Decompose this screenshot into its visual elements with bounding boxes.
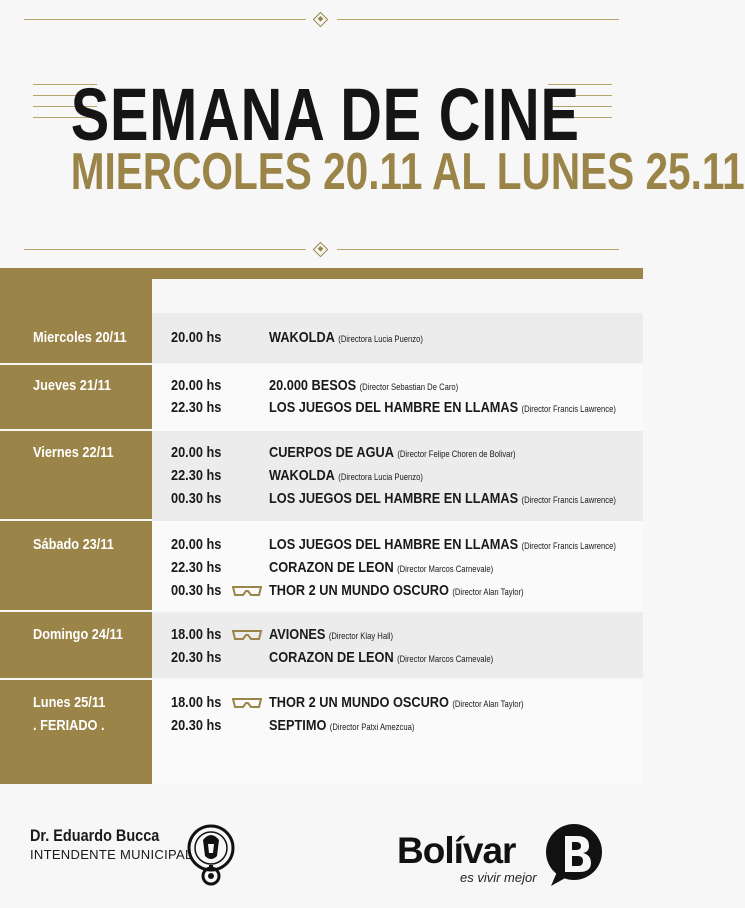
film-title: 20.000 BESOS — [269, 377, 357, 394]
film-title: CORAZON DE LEON — [269, 649, 394, 666]
day-label: Viernes 22/11 — [33, 444, 114, 461]
bottom-divider-right — [337, 249, 619, 250]
film-title: LOS JUEGOS DEL HAMBRE EN LLAMAS — [269, 490, 519, 507]
film-director: (Director Sebastian De Caro) — [359, 382, 459, 392]
day-cell — [0, 365, 152, 431]
film-title: WAKOLDA — [269, 329, 335, 346]
film-title: CORAZON DE LEON — [269, 559, 394, 576]
showing — [152, 399, 643, 421]
page-title: SEMANA DE CINE — [70, 73, 580, 156]
film-title: LOS JUEGOS DEL HAMBRE EN LLAMAS — [269, 399, 519, 416]
showing-film — [269, 626, 393, 643]
showing — [152, 467, 643, 489]
film-director: (Directora Lucia Puenzo) — [338, 472, 423, 482]
mayor-signature — [30, 826, 193, 862]
showing — [152, 444, 643, 466]
showing-time: 18.00 hs — [171, 694, 222, 711]
film-director: (Director Felipe Choren de Bolivar) — [397, 449, 516, 459]
schedule-row — [33, 365, 643, 431]
3d-glasses-icon — [232, 697, 262, 709]
bottom-diamond-ornament — [313, 242, 329, 258]
film-title: AVIONES — [269, 626, 326, 643]
showing-time: 22.30 hs — [171, 399, 222, 416]
page-subtitle: MIERCOLES 20.11 AL LUNES 25.11 — [70, 143, 745, 201]
showing-film — [269, 649, 493, 666]
day-cell — [0, 521, 152, 611]
bottom-divider-left — [24, 249, 306, 250]
showing-time: 20.00 hs — [171, 329, 222, 346]
showing-film — [269, 536, 616, 553]
film-director: (Director Marcos Carnevale) — [397, 654, 494, 664]
film-director: (Director Marcos Carnevale) — [397, 564, 494, 574]
day-cell — [0, 612, 152, 678]
schedule-row — [33, 521, 643, 611]
brand-logo-text: Bolívar — [397, 830, 516, 871]
holiday-label: . FERIADO . — [33, 717, 105, 734]
film-director: (Director Francis Lawrence) — [521, 541, 616, 551]
day-label: Miercoles 20/11 — [33, 329, 127, 346]
top-divider-right — [337, 19, 619, 20]
film-director: (Director Francis Lawrence) — [521, 495, 616, 505]
film-director: (Director Alan Taylor) — [452, 587, 524, 597]
film-title: SEPTIMO — [269, 717, 327, 734]
mayor-role: INTENDENTE MUNICIPAL — [30, 847, 193, 862]
day-cell — [0, 313, 152, 363]
showing — [152, 582, 643, 604]
film-director: (Directora Lucia Puenzo) — [338, 334, 423, 344]
day-label: Domingo 24/11 — [33, 626, 123, 643]
film-director: (Director Patxi Amezcua) — [329, 722, 415, 732]
top-divider-left — [24, 19, 306, 20]
schedule-row — [33, 680, 643, 784]
schedule-row — [33, 431, 643, 521]
film-title: LOS JUEGOS DEL HAMBRE EN LLAMAS — [269, 536, 519, 553]
showing-film — [269, 467, 423, 484]
showing-time: 00.30 hs — [171, 490, 222, 507]
showing — [152, 559, 643, 581]
3d-glasses-icon — [232, 585, 262, 597]
schedule-top-band — [0, 268, 643, 279]
day-label: Lunes 25/11 — [33, 694, 106, 711]
day-cell — [0, 431, 152, 521]
film-title: THOR 2 UN MUNDO OSCURO — [269, 694, 449, 711]
film-title: CUERPOS DE AGUA — [269, 444, 394, 461]
showing — [152, 717, 643, 739]
schedule-row — [33, 313, 643, 363]
showing-film — [269, 329, 423, 346]
film-title: WAKOLDA — [269, 467, 335, 484]
showing-time: 22.30 hs — [171, 559, 222, 576]
day-cell — [0, 680, 152, 784]
showing-film — [269, 490, 616, 507]
showing-time: 20.00 hs — [171, 444, 222, 461]
showing — [152, 626, 643, 648]
showing-time: 20.00 hs — [171, 377, 222, 394]
showing-film — [269, 399, 616, 416]
showing-film — [269, 444, 516, 461]
showing-film — [269, 377, 458, 394]
showing-time: 20.30 hs — [171, 717, 222, 734]
showing — [152, 329, 643, 351]
showing — [152, 536, 643, 558]
showing-film — [269, 559, 493, 576]
day-label: Jueves 21/11 — [33, 377, 112, 394]
film-director: (Director Alan Taylor) — [452, 699, 524, 709]
film-director: (Director Klay Hall) — [328, 631, 394, 641]
showing-film — [269, 694, 524, 711]
top-diamond-ornament — [313, 12, 329, 28]
showing-time: 18.00 hs — [171, 626, 222, 643]
showing — [152, 377, 643, 399]
schedule-row — [33, 612, 643, 678]
showing — [152, 694, 643, 716]
showing-time: 00.30 hs — [171, 582, 222, 599]
showing-film — [269, 717, 414, 734]
day-label: Sábado 23/11 — [33, 536, 114, 553]
municipal-seal-icon — [186, 820, 236, 886]
3d-glasses-icon — [232, 629, 262, 641]
showing — [152, 649, 643, 671]
showing — [152, 490, 643, 512]
speech-bubble-b-logo-icon — [543, 822, 605, 888]
showing-time: 20.00 hs — [171, 536, 222, 553]
brand-tagline: es vivir mejor — [460, 870, 537, 885]
showing-time: 20.30 hs — [171, 649, 222, 666]
film-director: (Director Francis Lawrence) — [521, 404, 616, 414]
showing-time: 22.30 hs — [171, 467, 222, 484]
mayor-name: Dr. Eduardo Bucca — [30, 826, 160, 845]
film-title: THOR 2 UN MUNDO OSCURO — [269, 582, 449, 599]
showing-film — [269, 582, 524, 599]
